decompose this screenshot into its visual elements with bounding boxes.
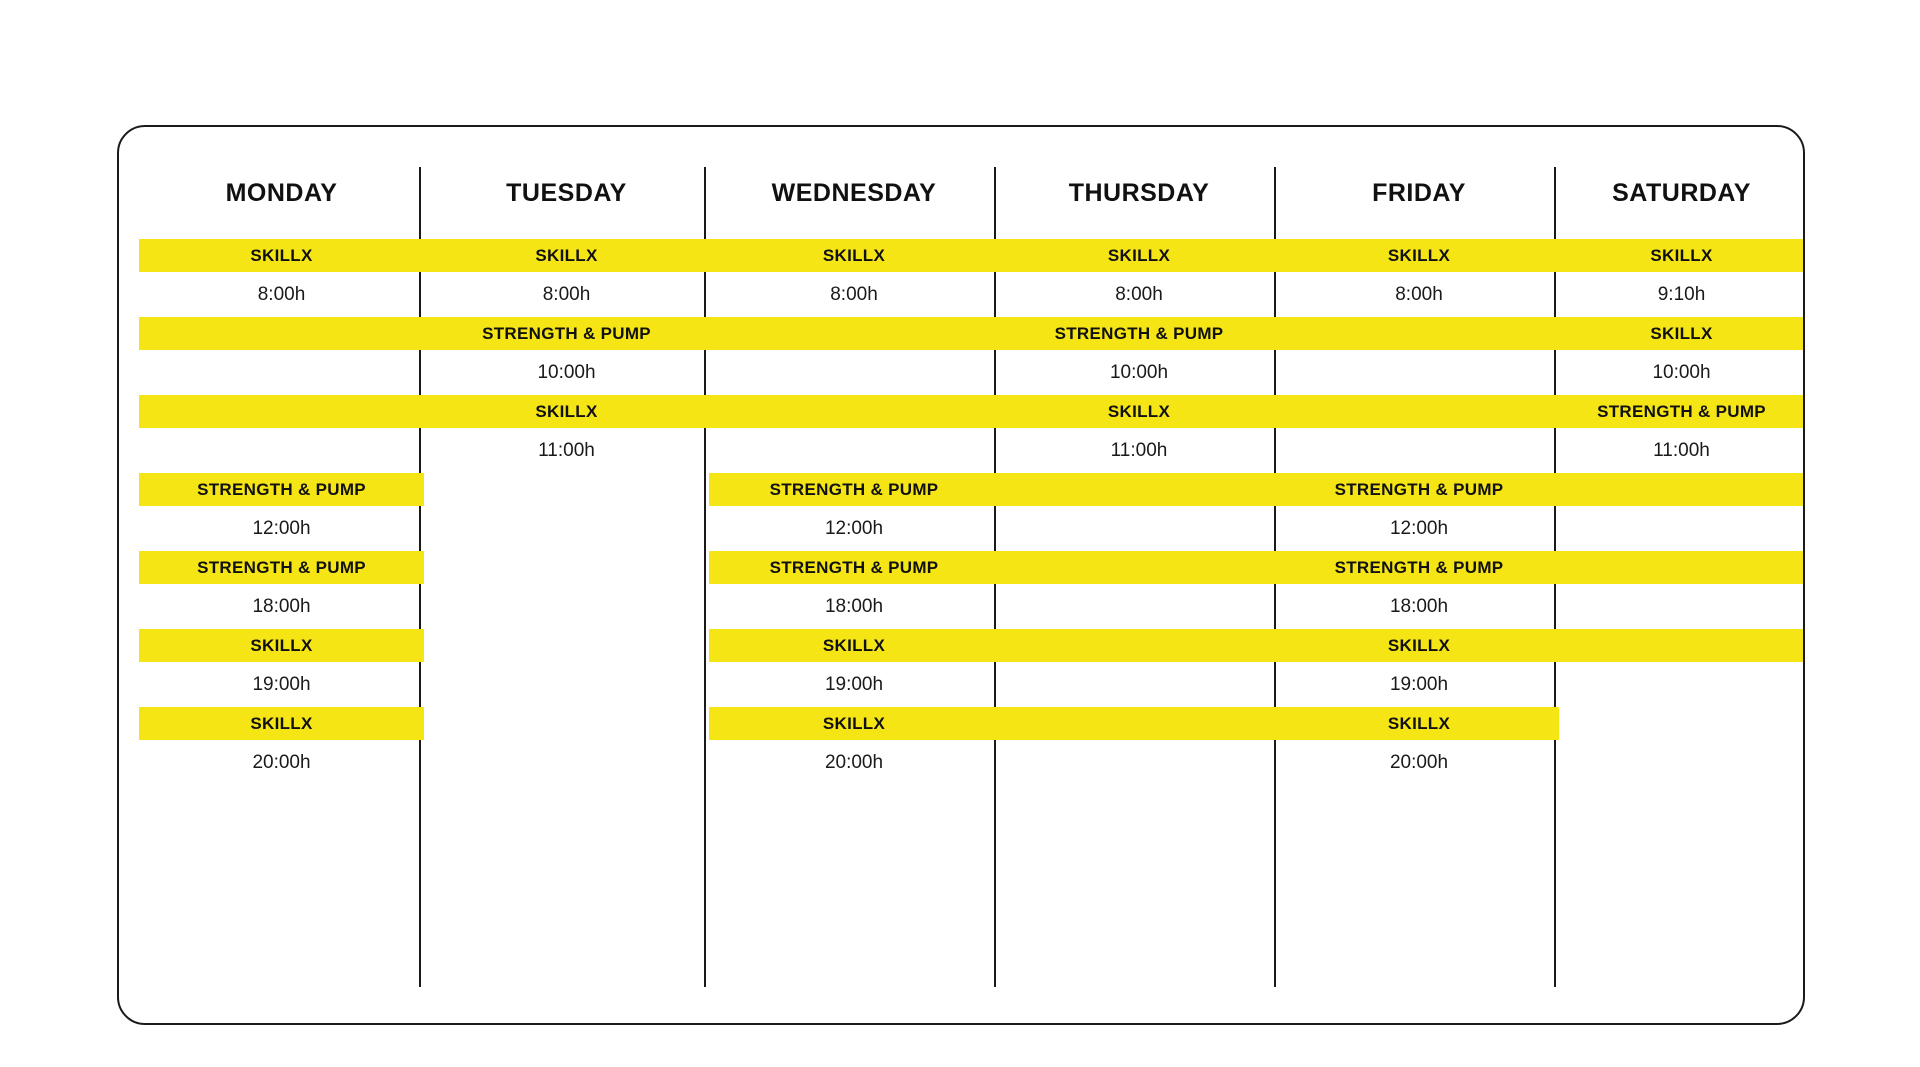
class-name-band: SKILLX xyxy=(139,707,424,740)
class-name-band: SKILLX xyxy=(709,629,999,662)
day-header: FRIDAY xyxy=(1372,179,1466,207)
class-name-band: SKILLX xyxy=(1559,239,1804,272)
day-column xyxy=(424,127,709,1023)
class-name-band: STRENGTH & PUMP xyxy=(999,317,1279,350)
class-name-band: STRENGTH & PUMP xyxy=(139,551,424,584)
class-time: 11:00h xyxy=(1653,439,1710,461)
class-time: 9:10h xyxy=(1657,283,1706,305)
class-name-band xyxy=(424,473,709,506)
class-time xyxy=(999,662,1279,707)
class-name-band xyxy=(999,629,1279,662)
class-name-band: SKILLX xyxy=(1279,707,1559,740)
class-time: 8:00h xyxy=(830,283,878,305)
class-time: 10:00h xyxy=(1109,361,1169,383)
class-time: 20:00h xyxy=(1389,751,1449,773)
schedule-slot[interactable] xyxy=(139,239,424,317)
class-time xyxy=(1559,506,1804,551)
class-time: 18:00h xyxy=(1389,595,1449,617)
class-time xyxy=(1279,428,1559,473)
class-name-band xyxy=(999,707,1279,740)
class-time: 20:00h xyxy=(252,751,311,773)
schedule-slot[interactable] xyxy=(1279,473,1559,551)
class-time xyxy=(424,584,709,629)
day-header: WEDNESDAY xyxy=(771,179,937,207)
class-name-band xyxy=(1279,395,1559,428)
class-name-band: SKILLX xyxy=(709,239,999,272)
schedule-slot[interactable] xyxy=(424,473,709,551)
schedule-slot[interactable] xyxy=(1559,317,1804,395)
class-time: 18:00h xyxy=(252,595,311,617)
day-column xyxy=(1559,127,1804,1023)
schedule-slot[interactable] xyxy=(424,395,709,473)
schedule-slot[interactable] xyxy=(139,317,424,395)
schedule-slot[interactable] xyxy=(139,629,424,707)
schedule-slot[interactable] xyxy=(709,707,999,785)
class-name-band: STRENGTH & PUMP xyxy=(424,317,709,350)
class-name-band: SKILLX xyxy=(424,239,709,272)
schedule-slot[interactable] xyxy=(1279,629,1559,707)
schedule-slot[interactable] xyxy=(1559,473,1804,551)
class-time: 12:00h xyxy=(824,517,884,539)
schedule-slot[interactable] xyxy=(139,551,424,629)
class-time: 19:00h xyxy=(824,673,884,695)
schedule-slot[interactable] xyxy=(139,473,424,551)
schedule-slot[interactable] xyxy=(709,395,999,473)
class-time: 8:00h xyxy=(257,283,306,305)
class-name-band xyxy=(424,551,709,584)
class-name-band: SKILLX xyxy=(999,395,1279,428)
schedule-slot[interactable] xyxy=(139,395,424,473)
class-time xyxy=(1559,740,1804,785)
schedule-slot[interactable] xyxy=(424,629,709,707)
class-time: 19:00h xyxy=(1389,673,1449,695)
class-time: 11:00h xyxy=(1110,439,1168,461)
schedule-slot[interactable] xyxy=(1279,395,1559,473)
class-name-band xyxy=(1559,707,1804,740)
class-name-band: STRENGTH & PUMP xyxy=(1279,551,1559,584)
class-time xyxy=(709,428,999,473)
schedule-slot[interactable] xyxy=(424,551,709,629)
class-name-band: STRENGTH & PUMP xyxy=(709,473,999,506)
schedule-slot[interactable] xyxy=(709,317,999,395)
class-name-band: STRENGTH & PUMP xyxy=(709,551,999,584)
schedule-slot[interactable] xyxy=(999,551,1279,629)
class-name-band xyxy=(424,707,709,740)
schedule-slot[interactable] xyxy=(999,395,1279,473)
schedule-slot[interactable] xyxy=(999,707,1279,785)
class-name-band xyxy=(1559,629,1804,662)
class-name-band xyxy=(139,395,424,428)
schedule-slot[interactable] xyxy=(1559,629,1804,707)
day-column xyxy=(999,127,1279,1023)
day-header: TUESDAY xyxy=(506,179,627,207)
schedule-grid xyxy=(119,127,1803,1023)
schedule-slot[interactable] xyxy=(999,239,1279,317)
class-name-band xyxy=(709,395,999,428)
schedule-slot[interactable] xyxy=(1559,395,1804,473)
class-time: 12:00h xyxy=(252,517,311,539)
class-name-band: STRENGTH & PUMP xyxy=(1559,395,1804,428)
schedule-slot[interactable] xyxy=(999,473,1279,551)
class-name-band xyxy=(999,551,1279,584)
day-header: THURSDAY xyxy=(1068,179,1210,207)
class-name-band: SKILLX xyxy=(139,629,424,662)
class-time: 12:00h xyxy=(1389,517,1449,539)
class-name-band: STRENGTH & PUMP xyxy=(1279,473,1559,506)
class-name-band: SKILLX xyxy=(139,239,424,272)
schedule-slot[interactable] xyxy=(1279,317,1559,395)
class-name-band: SKILLX xyxy=(1279,629,1559,662)
class-name-band: SKILLX xyxy=(709,707,999,740)
weekly-schedule-card xyxy=(117,125,1805,1025)
day-column xyxy=(1279,127,1559,1023)
schedule-slot[interactable] xyxy=(424,239,709,317)
schedule-slot[interactable] xyxy=(1279,551,1559,629)
class-name-band: STRENGTH & PUMP xyxy=(139,473,424,506)
class-time xyxy=(424,740,709,785)
class-time: 8:00h xyxy=(1115,283,1163,305)
class-name-band: SKILLX xyxy=(999,239,1279,272)
class-time: 19:00h xyxy=(252,673,311,695)
class-time xyxy=(999,506,1279,551)
class-time: 8:00h xyxy=(1395,283,1443,305)
schedule-slot[interactable] xyxy=(1279,239,1559,317)
class-time: 20:00h xyxy=(824,751,884,773)
class-time: 10:00h xyxy=(537,361,596,383)
day-column xyxy=(709,127,999,1023)
class-time xyxy=(139,428,424,473)
class-name-band xyxy=(709,317,999,350)
day-header: SATURDAY xyxy=(1612,179,1751,207)
day-column xyxy=(139,127,424,1023)
schedule-slot[interactable] xyxy=(709,473,999,551)
schedule-slot[interactable] xyxy=(424,317,709,395)
schedule-slot[interactable] xyxy=(1559,551,1804,629)
schedule-slot[interactable] xyxy=(999,317,1279,395)
schedule-slot[interactable] xyxy=(709,551,999,629)
schedule-slot[interactable] xyxy=(139,707,424,785)
class-name-band xyxy=(1559,473,1804,506)
class-name-band: SKILLX xyxy=(424,395,709,428)
class-time xyxy=(139,350,424,395)
class-time xyxy=(999,740,1279,785)
class-name-band: SKILLX xyxy=(1559,317,1804,350)
class-name-band xyxy=(424,629,709,662)
class-name-band xyxy=(1279,317,1559,350)
class-time xyxy=(709,350,999,395)
class-time: 10:00h xyxy=(1652,361,1711,383)
schedule-slot[interactable] xyxy=(999,629,1279,707)
schedule-slot[interactable] xyxy=(424,707,709,785)
schedule-slot[interactable] xyxy=(1559,239,1804,317)
schedule-slot[interactable] xyxy=(1559,707,1804,785)
day-header: MONDAY xyxy=(225,179,338,207)
schedule-slot[interactable] xyxy=(709,239,999,317)
class-name-band: SKILLX xyxy=(1279,239,1559,272)
class-time xyxy=(1279,350,1559,395)
class-time: 8:00h xyxy=(542,283,591,305)
schedule-slot[interactable] xyxy=(1279,707,1559,785)
class-time: 11:00h xyxy=(538,439,595,461)
class-time xyxy=(1559,584,1804,629)
class-time xyxy=(1559,662,1804,707)
class-name-band xyxy=(139,317,424,350)
class-time: 18:00h xyxy=(824,595,884,617)
class-name-band xyxy=(1559,551,1804,584)
class-time xyxy=(424,506,709,551)
class-time xyxy=(424,662,709,707)
class-time xyxy=(999,584,1279,629)
schedule-slot[interactable] xyxy=(709,629,999,707)
class-name-band xyxy=(999,473,1279,506)
